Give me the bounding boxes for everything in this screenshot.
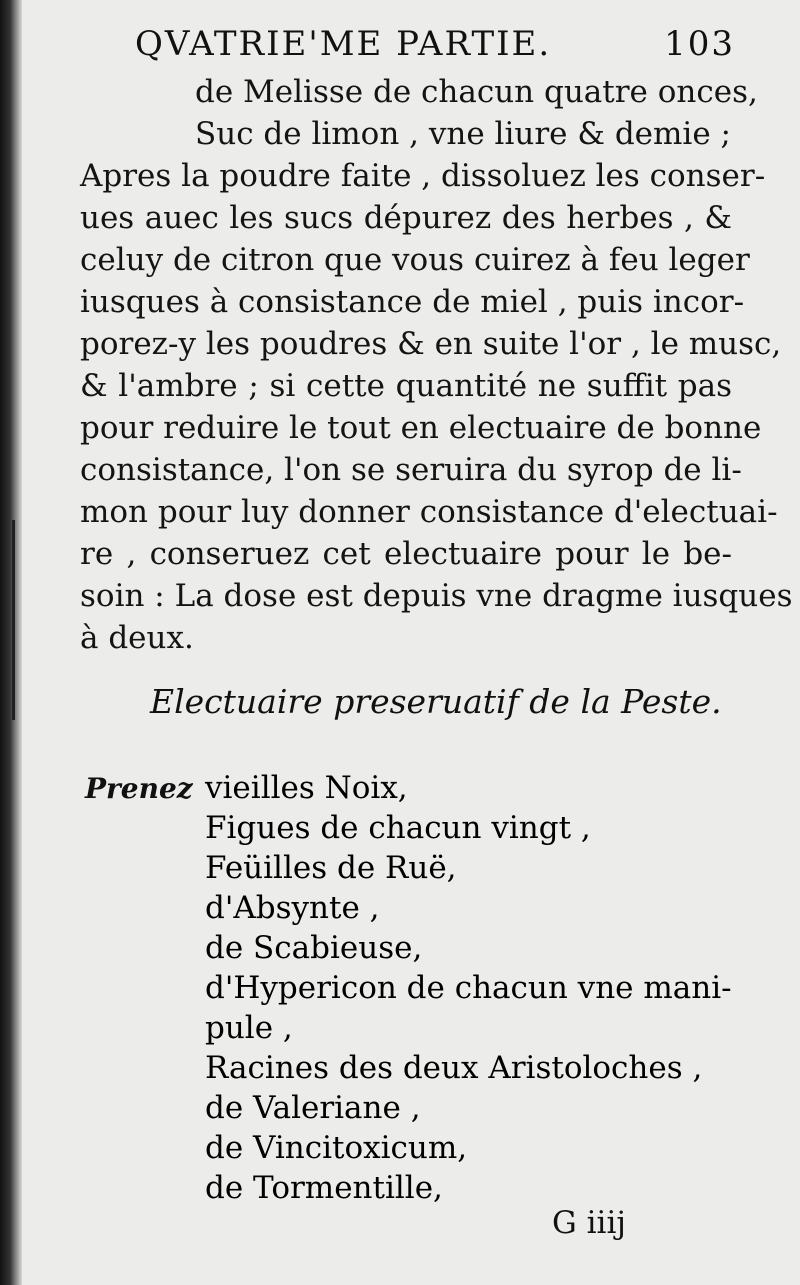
text-line: re , conseruez cet electuaire pour le be- (80, 536, 732, 572)
text-line: de Melisse de chacun quatre onces, (195, 74, 758, 110)
text-line: Apres la poudre faite , dissoluez les conser- (80, 158, 766, 194)
text-line: mon pour luy donner consistance d'electuai- (80, 494, 778, 530)
text-line: iusques à consistance de miel , puis incor- (80, 284, 745, 320)
ingredient-line: de Tormentille, (205, 1170, 443, 1206)
ingredient-line: Figues de chacun vingt , (205, 810, 591, 846)
text-line: consistance, l'on se seruira du syrop de li- (80, 452, 742, 488)
text-line: porez-y les poudres & en suite l'or , le musc, (80, 326, 782, 362)
text-line: celuy de citron que vous cuirez à feu leger (80, 242, 750, 278)
text-line: soin : La dose est depuis vne dragme iusques (80, 578, 793, 614)
ingredient-line: de Scabieuse, (205, 930, 423, 966)
text-line: & l'ambre ; si cette quantité ne suffit pas (80, 368, 732, 404)
text-line: ues auec les sucs dépurez des herbes , & (80, 200, 732, 236)
ingredient-line: vieilles Noix, (205, 770, 408, 806)
ingredient-line: Racines des deux Aristoloches , (205, 1050, 703, 1086)
ingredient-line: d'Hypericon de chacun vne mani- (205, 970, 732, 1006)
margin-rule (12, 520, 15, 720)
ingredient-line: d'Absynte , (205, 890, 380, 926)
text-line: Suc de limon , vne liure & demie ; (195, 116, 731, 152)
section-heading: Electuaire preseruatif de la Peste. (150, 682, 722, 721)
ingredient-line: Feüilles de Ruë, (205, 850, 457, 886)
page-number: 103 (664, 24, 735, 64)
ingredient-line: pule , (205, 1010, 293, 1046)
header-title: QVATRIE'ME PARTIE. (135, 24, 552, 64)
ingredient-line: de Vincitoxicum, (205, 1130, 468, 1166)
recipe-prenez: Prenez (85, 772, 193, 805)
running-header (135, 24, 735, 74)
signature-mark: G iiij (552, 1205, 626, 1241)
ingredient-line: de Valeriane , (205, 1090, 421, 1126)
page-binding-edge (0, 0, 22, 1285)
text-line: à deux. (80, 620, 194, 656)
text-line: pour reduire le tout en electuaire de bonne (80, 410, 762, 446)
